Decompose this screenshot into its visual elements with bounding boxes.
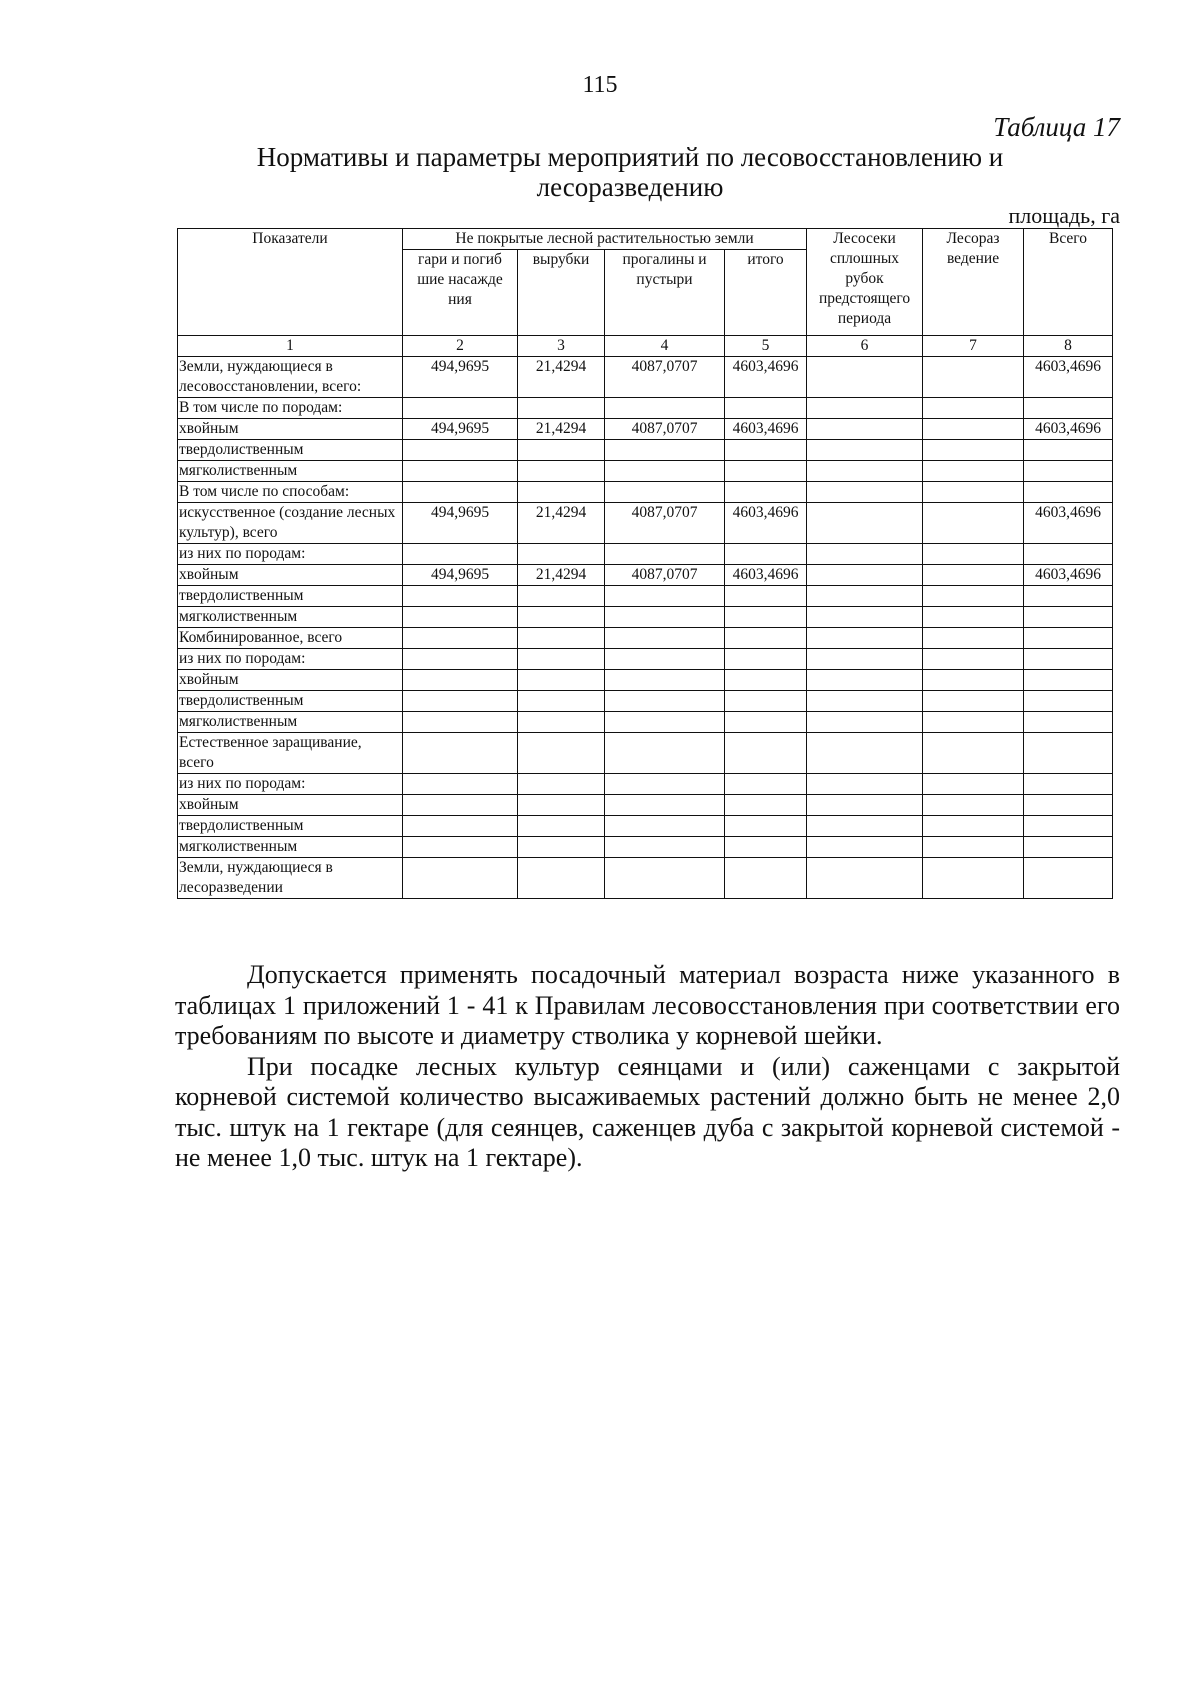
table-row — [178, 670, 1113, 691]
table-cell — [725, 712, 807, 733]
table-cell — [923, 419, 1024, 440]
table-cell: 4603,4696 — [1024, 357, 1113, 398]
table-cell — [807, 503, 923, 544]
table-cell — [807, 544, 923, 565]
table-cell — [725, 774, 807, 795]
table-row — [178, 398, 1113, 419]
column-number: 7 — [923, 336, 1024, 357]
table-cell — [518, 774, 605, 795]
table-cell — [1024, 586, 1113, 607]
table-cell — [605, 628, 725, 649]
table-cell — [807, 586, 923, 607]
table-cell — [923, 649, 1024, 670]
table-cell — [923, 858, 1024, 899]
column-number: 3 — [518, 336, 605, 357]
table-cell — [725, 733, 807, 774]
table-cell — [518, 482, 605, 503]
table-cell — [605, 586, 725, 607]
table-label: Таблица 17 — [993, 112, 1120, 142]
table-cell — [1024, 398, 1113, 419]
table-cell — [923, 357, 1024, 398]
table-cell: 21,4294 — [518, 419, 605, 440]
table-cell: 21,4294 — [518, 565, 605, 586]
table-cell — [1024, 544, 1113, 565]
table-cell — [1024, 628, 1113, 649]
table-cell — [518, 649, 605, 670]
page-number: 115 — [582, 72, 618, 98]
table-cell — [1024, 816, 1113, 837]
table-cell — [923, 712, 1024, 733]
table-cell — [807, 691, 923, 712]
column-number-row — [178, 336, 1113, 357]
header-row-1 — [178, 229, 1113, 250]
row-label: твердолиственным — [178, 586, 403, 607]
row-label: Земли, нуждающиеся в лесовосстановлении, всего: — [178, 357, 403, 398]
table-cell — [403, 398, 518, 419]
table-cell — [518, 440, 605, 461]
table-cell — [725, 586, 807, 607]
table-cell — [807, 607, 923, 628]
table-cell — [605, 440, 725, 461]
table-cell — [1024, 607, 1113, 628]
table-cell — [403, 858, 518, 899]
table-row — [178, 440, 1113, 461]
table-row — [178, 607, 1113, 628]
table-cell — [605, 733, 725, 774]
table-cell — [923, 482, 1024, 503]
row-label: Естественное заращивание, всего — [178, 733, 403, 774]
column-number: 2 — [403, 336, 518, 357]
table-cell — [605, 795, 725, 816]
table-cell — [725, 858, 807, 899]
table-cell: 21,4294 — [518, 503, 605, 544]
table-cell — [725, 691, 807, 712]
table-cell — [403, 440, 518, 461]
table-row — [178, 691, 1113, 712]
table-cell — [807, 712, 923, 733]
table-cell — [725, 440, 807, 461]
column-number: 1 — [178, 336, 403, 357]
table-cell — [1024, 482, 1113, 503]
table-cell — [518, 544, 605, 565]
table-cell: 4603,4696 — [1024, 503, 1113, 544]
table-row — [178, 565, 1113, 586]
table-cell — [605, 816, 725, 837]
table-cell: 4603,4696 — [725, 419, 807, 440]
table-cell — [403, 774, 518, 795]
table-cell: 494,9695 — [403, 503, 518, 544]
table-cell — [1024, 670, 1113, 691]
table-cell — [807, 837, 923, 858]
header-total: Всего — [1024, 229, 1113, 336]
table-cell — [605, 774, 725, 795]
table-cell — [605, 649, 725, 670]
table-cell — [605, 858, 725, 899]
table-cell — [923, 628, 1024, 649]
table-cell: 4603,4696 — [1024, 565, 1113, 586]
table-cell — [923, 837, 1024, 858]
row-label: из них по породам: — [178, 544, 403, 565]
column-number: 6 — [807, 336, 923, 357]
table-cell — [725, 670, 807, 691]
table-cell — [807, 816, 923, 837]
table-cell: 4087,0707 — [605, 503, 725, 544]
table-cell — [518, 712, 605, 733]
table-cell — [403, 837, 518, 858]
table-cell — [518, 461, 605, 482]
table-cell — [518, 733, 605, 774]
row-label: мягколиственным — [178, 461, 403, 482]
table-cell — [807, 398, 923, 419]
table-cell — [605, 482, 725, 503]
table-cell — [725, 607, 807, 628]
table-row — [178, 628, 1113, 649]
table-cell — [403, 628, 518, 649]
table-row — [178, 733, 1113, 774]
header-cuttings: вырубки — [518, 250, 605, 336]
table-cell: 4603,4696 — [725, 357, 807, 398]
table-cell — [923, 586, 1024, 607]
row-label: искусственное (создание лесных культур), всего — [178, 503, 403, 544]
table-cell: 494,9695 — [403, 419, 518, 440]
table-cell — [1024, 691, 1113, 712]
table-cell — [518, 795, 605, 816]
row-label: хвойным — [178, 565, 403, 586]
table-cell — [1024, 858, 1113, 899]
table-row — [178, 774, 1113, 795]
table-cell — [403, 795, 518, 816]
table-cell — [605, 607, 725, 628]
unit-label: площадь, га — [1008, 203, 1120, 228]
table-cell — [403, 691, 518, 712]
table-cell — [518, 607, 605, 628]
header-subtotal: итого — [725, 250, 807, 336]
table-cell: 4603,4696 — [725, 565, 807, 586]
row-label: мягколиственным — [178, 837, 403, 858]
table-cell — [1024, 461, 1113, 482]
document-title: Нормативы и параметры мероприятий по лесовосстановлению и лесоразведению — [256, 142, 1004, 202]
table-cell — [403, 607, 518, 628]
table-cell — [518, 816, 605, 837]
table-cell — [807, 482, 923, 503]
row-label: В том числе по породам: — [178, 398, 403, 419]
table-cell — [807, 461, 923, 482]
table-row — [178, 482, 1113, 503]
table-cell — [807, 628, 923, 649]
table-cell — [923, 670, 1024, 691]
row-label: твердолиственным — [178, 816, 403, 837]
column-number: 4 — [605, 336, 725, 357]
table-cell: 4087,0707 — [605, 419, 725, 440]
table-cell — [923, 461, 1024, 482]
table-cell — [807, 440, 923, 461]
table-cell — [923, 440, 1024, 461]
table-cell — [807, 795, 923, 816]
table-row — [178, 837, 1113, 858]
table-cell — [518, 586, 605, 607]
table-cell — [807, 774, 923, 795]
row-label: из них по породам: — [178, 774, 403, 795]
table-cell — [725, 628, 807, 649]
table-row — [178, 419, 1113, 440]
table-row — [178, 586, 1113, 607]
row-label: хвойным — [178, 419, 403, 440]
table-cell — [605, 544, 725, 565]
table-cell — [923, 565, 1024, 586]
row-label: твердолиственным — [178, 691, 403, 712]
table-cell — [725, 544, 807, 565]
table-cell — [605, 398, 725, 419]
header-burnt: гари и погиб шие насажде ния — [403, 250, 518, 336]
table-cell: 4603,4696 — [725, 503, 807, 544]
table-cell — [605, 691, 725, 712]
table-cell — [1024, 712, 1113, 733]
table-cell — [923, 816, 1024, 837]
table-cell — [725, 482, 807, 503]
header-afforestation: Лесораз ведение — [923, 229, 1024, 336]
row-label: Комбинированное, всего — [178, 628, 403, 649]
row-label: мягколиственным — [178, 607, 403, 628]
table-cell — [518, 670, 605, 691]
table-cell — [605, 837, 725, 858]
column-number: 8 — [1024, 336, 1113, 357]
table-cell — [403, 670, 518, 691]
table-cell — [807, 649, 923, 670]
table-row — [178, 461, 1113, 482]
table-cell: 4603,4696 — [1024, 419, 1113, 440]
table-row — [178, 795, 1113, 816]
table-cell — [923, 691, 1024, 712]
row-label: из них по породам: — [178, 649, 403, 670]
table-cell — [923, 795, 1024, 816]
table-cell — [923, 774, 1024, 795]
table-cell — [923, 544, 1024, 565]
table-cell — [1024, 733, 1113, 774]
table-cell — [518, 837, 605, 858]
table-cell — [518, 398, 605, 419]
table-cell — [605, 712, 725, 733]
row-label: В том числе по способам: — [178, 482, 403, 503]
table-cell — [403, 482, 518, 503]
table-cell — [403, 649, 518, 670]
table-cell — [725, 837, 807, 858]
column-number: 5 — [725, 336, 807, 357]
norms-table — [177, 228, 1113, 899]
row-label: хвойным — [178, 795, 403, 816]
table-cell: 494,9695 — [403, 357, 518, 398]
table-cell — [403, 461, 518, 482]
paragraph: Допускается применять посадочный материал возраста ниже указанного в таблицах 1 приложений 1 - 41 к Правилам лесовосстановления при соответствии его требованиям по высоте и диаметру стволика у корневой шейки. — [175, 960, 1120, 1050]
paragraph: При посадке лесных культур сеянцами и (или) саженцами с закрытой корневой системой количество высаживаемых растений должно быть не менее 2,0 тыс. штук на 1 гектаре (для сеянцев, саженцев дуба с закрытой корневой системой - не менее 1,0 тыс. штук на 1 гектаре). — [175, 1051, 1120, 1172]
table-cell — [605, 461, 725, 482]
row-label: мягколиственным — [178, 712, 403, 733]
table-row — [178, 816, 1113, 837]
header-not-covered-group: Не покрытые лесной растительностью земли — [403, 229, 807, 250]
header-clearcut-areas: Лесосеки сплошных рубок предстоящего периода — [807, 229, 923, 336]
row-label: Земли, нуждающиеся в лесоразведении — [178, 858, 403, 899]
table-cell — [923, 607, 1024, 628]
table-cell — [807, 733, 923, 774]
table-cell — [923, 733, 1024, 774]
table-row — [178, 503, 1113, 544]
table-cell — [403, 733, 518, 774]
table-cell — [403, 712, 518, 733]
table-cell — [807, 565, 923, 586]
header-glades: прогалины и пустыри — [605, 250, 725, 336]
table-cell — [1024, 649, 1113, 670]
table-cell: 4087,0707 — [605, 565, 725, 586]
table-row — [178, 544, 1113, 565]
table-row — [178, 357, 1113, 398]
table-row — [178, 712, 1113, 733]
table-cell — [403, 586, 518, 607]
table-cell — [725, 649, 807, 670]
header-indicators: Показатели — [178, 229, 403, 336]
table-cell — [403, 544, 518, 565]
table-cell — [1024, 795, 1113, 816]
table-cell — [725, 461, 807, 482]
table-row — [178, 858, 1113, 899]
table-row — [178, 649, 1113, 670]
row-label: хвойным — [178, 670, 403, 691]
table-cell — [403, 816, 518, 837]
table-cell — [725, 398, 807, 419]
table-cell — [807, 858, 923, 899]
table-cell — [807, 357, 923, 398]
table-cell — [518, 628, 605, 649]
table-cell: 4087,0707 — [605, 357, 725, 398]
table-cell — [725, 816, 807, 837]
table-cell — [807, 419, 923, 440]
table-cell — [923, 398, 1024, 419]
body-text — [175, 960, 1120, 1174]
table-body — [178, 336, 1113, 899]
table-cell — [518, 858, 605, 899]
table-cell — [923, 503, 1024, 544]
table-cell — [807, 670, 923, 691]
table-cell: 494,9695 — [403, 565, 518, 586]
table-cell — [1024, 440, 1113, 461]
table-cell — [725, 795, 807, 816]
table-cell — [518, 691, 605, 712]
table-cell — [1024, 837, 1113, 858]
table-cell — [1024, 774, 1113, 795]
table-cell — [605, 670, 725, 691]
table-cell: 21,4294 — [518, 357, 605, 398]
row-label: твердолиственным — [178, 440, 403, 461]
